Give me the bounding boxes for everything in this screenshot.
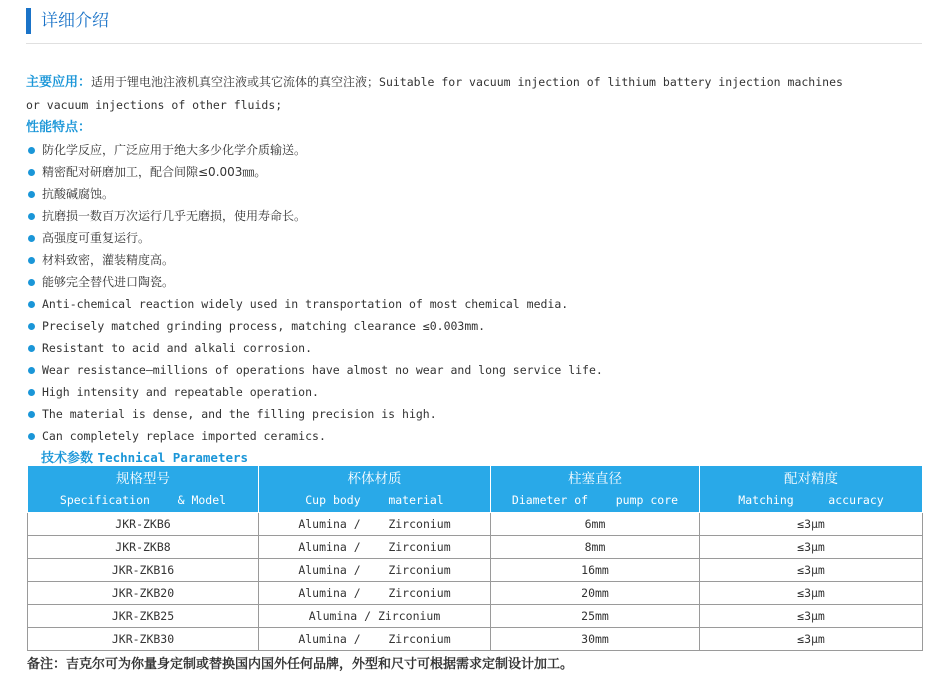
table-row [28, 513, 923, 536]
bullet-dot-icon [28, 433, 35, 440]
application-text-zh: 适用于锂电池注液机真空注液或其它流体的真空注液； [91, 75, 380, 89]
bullet-dot-icon [28, 235, 35, 242]
cell-diameter: 6mm [491, 513, 700, 536]
remark-note: 备注：吉克尔可为你量身定制或替换国内国外任何品牌，外型和尺寸可根据需求定制设计加工。 [27, 657, 574, 672]
feature-item-en: Anti-chemical reaction widely used in transportation of most chemical media. [26, 293, 926, 315]
product-description [26, 71, 926, 447]
bullet-dot-icon [28, 389, 35, 396]
feature-item-en: High intensity and repeatable operation. [26, 381, 926, 403]
col-header-diameter: 柱塞直径 Diameter of pump core [491, 466, 700, 513]
cell-material: Alumina / Zirconium [259, 536, 491, 559]
feature-item-en: Wear resistance—millions of operations have almost no wear and long service life. [26, 359, 926, 381]
feature-item: 精密配对研磨加工，配合间隙≤0.003㎜。 [26, 161, 926, 183]
cell-diameter: 16mm [491, 559, 700, 582]
tech-title-en: Technical Parameters [97, 450, 249, 465]
cell-model: JKR-ZKB16 [28, 559, 259, 582]
application-text-en: Suitable for vacuum injection of lithium battery injection machines [379, 75, 843, 89]
cell-diameter: 25mm [491, 605, 700, 628]
section-header [26, 7, 922, 44]
feature-item: 抗磨损一数百万次运行几乎无磨损，使用寿命长。 [26, 205, 926, 227]
table-row [28, 536, 923, 559]
tech-params-title [41, 447, 248, 466]
cell-accuracy: ≤3μm [700, 513, 923, 536]
cell-model: JKR-ZKB30 [28, 628, 259, 651]
feature-item: 能够完全替代进口陶瓷。 [26, 271, 926, 293]
cell-diameter: 30mm [491, 628, 700, 651]
cell-diameter: 20mm [491, 582, 700, 605]
cell-model: JKR-ZKB20 [28, 582, 259, 605]
cell-accuracy: ≤3μm [700, 559, 923, 582]
feature-item: 材料致密，灌装精度高。 [26, 249, 926, 271]
cell-accuracy: ≤3μm [700, 605, 923, 628]
cell-material: Alumina / Zirconium [259, 559, 491, 582]
table-row [28, 559, 923, 582]
col-header-material: 杯体材质 Cup body material [259, 466, 491, 513]
col-header-model: 规格型号 Specification & Model [28, 466, 259, 513]
cell-accuracy: ≤3μm [700, 536, 923, 559]
feature-item: 抗酸碱腐蚀。 [26, 183, 926, 205]
bullet-dot-icon [28, 169, 35, 176]
features-heading [26, 116, 926, 139]
cell-model: JKR-ZKB6 [28, 513, 259, 536]
section-title: 详细介绍 [41, 11, 109, 31]
bullet-dot-icon [28, 367, 35, 374]
cell-material: Alumina / Zirconium [259, 605, 491, 628]
feature-item: 防化学反应，广泛应用于绝大多少化学介质输送。 [26, 139, 926, 161]
feature-item-en: Precisely matched grinding process, matching clearance ≤0.003mm. [26, 315, 926, 337]
cell-model: JKR-ZKB25 [28, 605, 259, 628]
bullet-dot-icon [28, 279, 35, 286]
application-line [26, 71, 926, 94]
table-header-row [28, 466, 923, 513]
feature-item-en: Resistant to acid and alkali corrosion. [26, 337, 926, 359]
features-list [26, 139, 926, 447]
tech-title-zh: 技术参数 [41, 451, 94, 466]
bullet-dot-icon [28, 191, 35, 198]
application-line-2 [26, 94, 926, 116]
table-row [28, 628, 923, 651]
cell-model: JKR-ZKB8 [28, 536, 259, 559]
feature-item-en: Can completely replace imported ceramics. [26, 425, 926, 447]
tech-params-table [27, 466, 923, 651]
feature-item: 高强度可重复运行。 [26, 227, 926, 249]
bullet-dot-icon [28, 147, 35, 154]
application-label: 主要应用： [26, 75, 92, 90]
cell-accuracy: ≤3μm [700, 628, 923, 651]
table-row [28, 582, 923, 605]
cell-material: Alumina / Zirconium [259, 628, 491, 651]
col-header-accuracy: 配对精度 Matching accuracy [700, 466, 923, 513]
bullet-dot-icon [28, 257, 35, 264]
bullet-dot-icon [28, 213, 35, 220]
cell-accuracy: ≤3μm [700, 582, 923, 605]
features-label: 性能特点： [26, 120, 92, 135]
bullet-dot-icon [28, 301, 35, 308]
application-text-en-2: or vacuum injections of other fluids; [26, 98, 283, 112]
bullet-dot-icon [28, 411, 35, 418]
cell-diameter: 8mm [491, 536, 700, 559]
bullet-dot-icon [28, 345, 35, 352]
table-row [28, 605, 923, 628]
bullet-dot-icon [28, 323, 35, 330]
cell-material: Alumina / Zirconium [259, 513, 491, 536]
cell-material: Alumina / Zirconium [259, 582, 491, 605]
feature-item-en: The material is dense, and the filling precision is high. [26, 403, 926, 425]
header-accent-bar [26, 8, 31, 34]
